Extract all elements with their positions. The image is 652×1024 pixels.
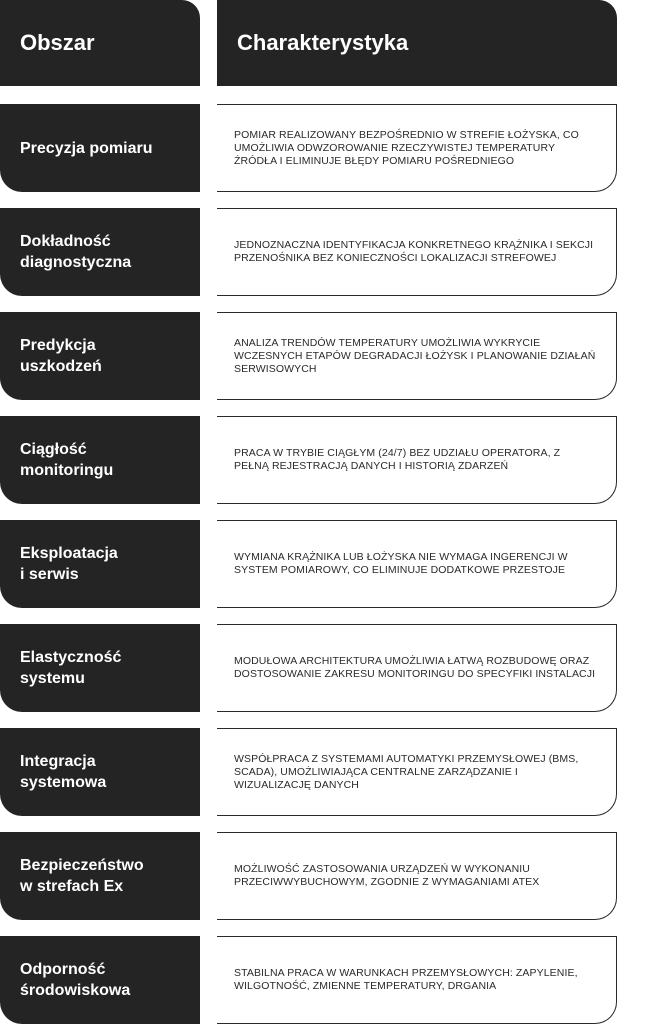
description-cell: WSPÓŁPRACA Z SYSTEMAMI AUTOMATYKI PRZEMYSŁOWEJ (BMS, SCADA), UMOŻLIWIAJĄCA CENTRALNE ZARZĄDZANIE I WIZUALIZACJĘ DANYCH <box>217 728 617 816</box>
table-row <box>0 104 652 192</box>
table-row <box>0 624 652 712</box>
description-cell: POMIAR REALIZOWANY BEZPOŚREDNIO W STREFIE ŁOŻYSKA, CO UMOŻLIWIA ODWZOROWANIE RZECZYWISTEJ TEMPERATURY ŹRÓDŁA I ELIMINUJE BŁĘDY POMIARU POŚREDNIEGO <box>217 104 617 192</box>
area-cell: Predykcja uszkodzeń <box>0 312 200 400</box>
description-cell: STABILNA PRACA W WARUNKACH PRZEMYSŁOWYCH: ZAPYLENIE, WILGOTNOŚĆ, ZMIENNE TEMPERATURY, DRGANIA <box>217 936 617 1024</box>
table-row <box>0 728 652 816</box>
description-cell: JEDNOZNACZNA IDENTYFIKACJA KONKRETNEGO KRĄŻNIKA I SEKCJI PRZENOŚNIKA BEZ KONIECZNOŚCI LOKALIZACJI STREFOWEJ <box>217 208 617 296</box>
area-cell: Integracja systemowa <box>0 728 200 816</box>
description-cell: ANALIZA TRENDÓW TEMPERATURY UMOŻLIWIA WYKRYCIE WCZESNYCH ETAPÓW DEGRADACJI ŁOŻYSK I PLANOWANIE DZIAŁAŃ SERWISOWYCH <box>217 312 617 400</box>
area-cell: Odporność środowiskowa <box>0 936 200 1024</box>
table-row <box>0 936 652 1024</box>
table-row <box>0 416 652 504</box>
area-cell: Ciągłość monitoringu <box>0 416 200 504</box>
area-cell: Dokładność diagnostyczna <box>0 208 200 296</box>
area-cell: Elastyczność systemu <box>0 624 200 712</box>
description-cell: MODUŁOWA ARCHITEKTURA UMOŻLIWIA ŁATWĄ ROZBUDOWĘ ORAZ DOSTOSOWANIE ZAKRESU MONITORINGU DO SPECYFIKI INSTALACJI <box>217 624 617 712</box>
table-row <box>0 208 652 296</box>
description-cell: WYMIANA KRĄŻNIKA LUB ŁOŻYSKA NIE WYMAGA INGERENCJI W SYSTEM POMIAROWY, CO ELIMINUJE DODATKOWE PRZESTOJE <box>217 520 617 608</box>
area-cell: Bezpieczeństwo w strefach Ex <box>0 832 200 920</box>
description-cell: PRACA W TRYBIE CIĄGŁYM (24/7) BEZ UDZIAŁU OPERATORA, Z PEŁNĄ REJESTRACJĄ DANYCH I HISTORIĄ ZDARZEŃ <box>217 416 617 504</box>
area-cell: Eksploatacja i serwis <box>0 520 200 608</box>
table-row <box>0 832 652 920</box>
description-cell: MOŻLIWOŚĆ ZASTOSOWANIA URZĄDZEŃ W WYKONANIU PRZECIWWYBUCHOWYM, ZGODNIE Z WYMAGANIAMI ATEX <box>217 832 617 920</box>
column-header-characteristics: Charakterystyka <box>217 0 617 86</box>
table-row <box>0 312 652 400</box>
column-header-area: Obszar <box>0 0 200 86</box>
table-row <box>0 520 652 608</box>
area-cell: Precyzja pomiaru <box>0 104 200 192</box>
